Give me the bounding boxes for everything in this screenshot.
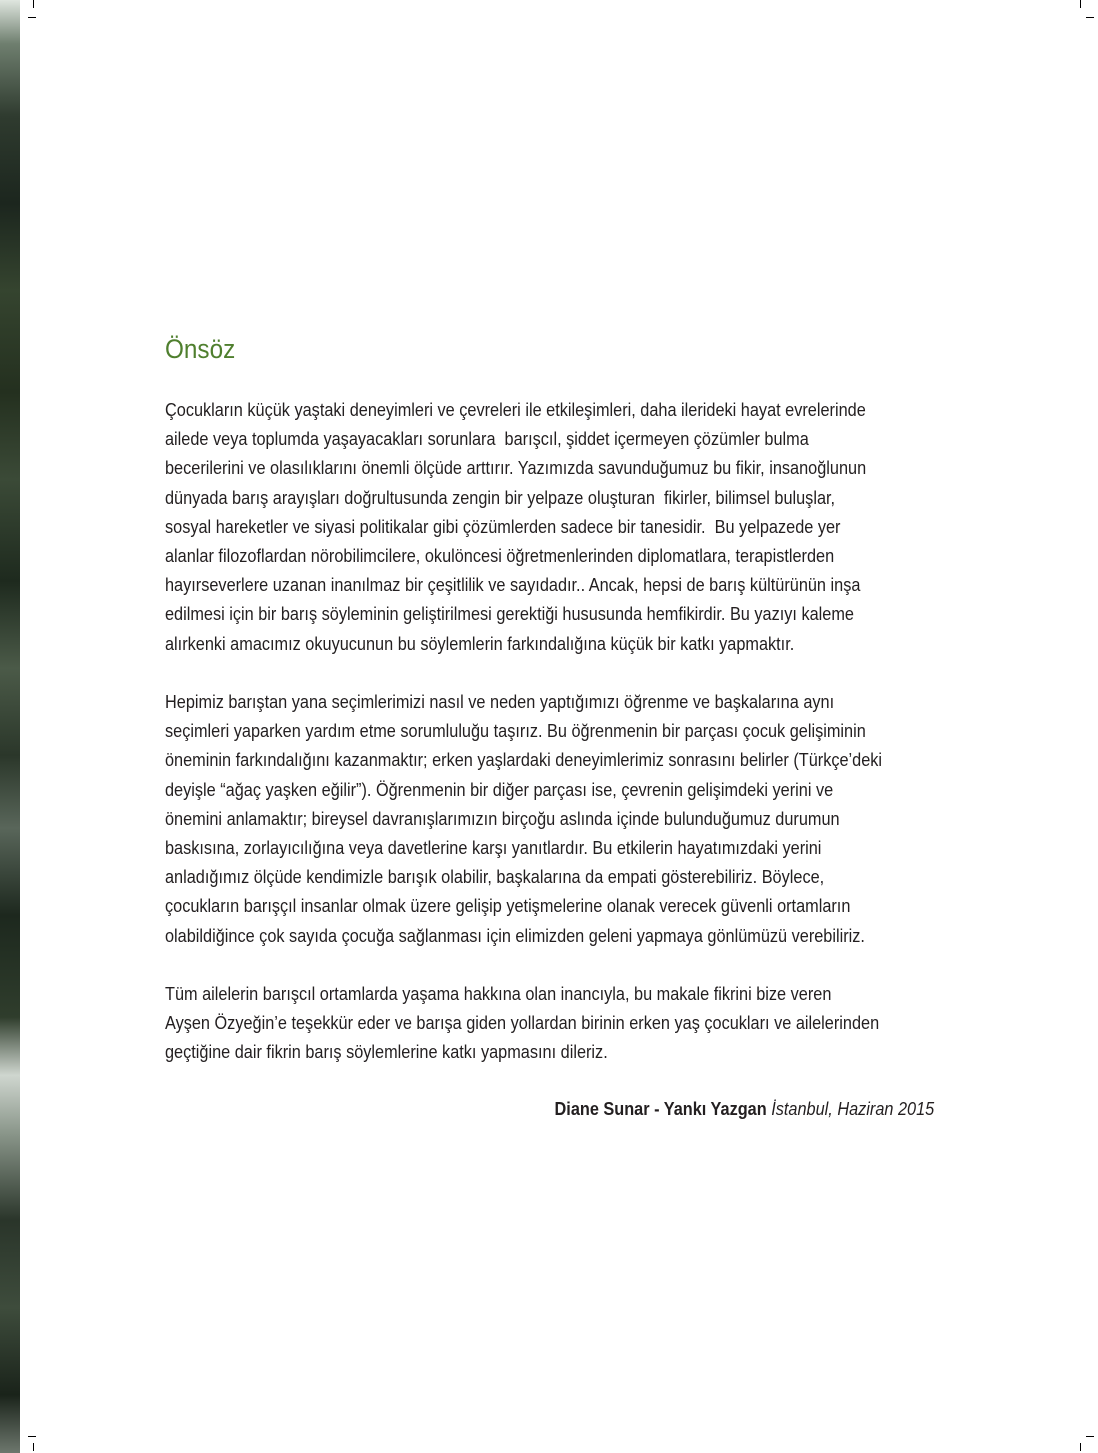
- paragraph-line: Çocukların küçük yaştaki deneyimleri ve çevreleri ile etkileşimleri, daha ilerideki hayat evrelerinde: [165, 400, 866, 420]
- crop-mark-bottom-left: [28, 1436, 36, 1437]
- paragraph-line: dünyada barış arayışları doğrultusunda zengin bir yelpaze oluşturan fikirler, bilimsel buluşlar,: [165, 487, 836, 508]
- paragraph-line: anladığımız ölçüde kendimizle barışık olabilir, başkalarına da empati gösterebiliriz. Böylece,: [165, 867, 825, 888]
- paragraph-line: Hepimiz barıştan yana seçimlerimizi nasıl ve neden yaptığımızı öğrenme ve başkalarına aynı: [165, 692, 835, 713]
- paragraph-2: [165, 688, 939, 951]
- paragraph-line: Tüm ailelerin barışcıl ortamlarda yaşama hakkına olan inancıyla, bu makale fikrini bize veren: [165, 984, 832, 1005]
- paragraph-line: olabildiğince çok sayıda çocuğa sağlanması için elimizden geleni yapmaya gönlümüzü verebiliriz.: [165, 925, 865, 946]
- page-edge-photo: [0, 0, 20, 1453]
- paragraph-line: Ayşen Özyeğin’e teşekkür eder ve barışa giden yollardan birinin erken yaş çocukları ve ailelerinden: [165, 1013, 880, 1034]
- paragraph-line: becerilerini ve olasılıklarını önemli ölçüde arttırır. Yazımızda savunduğumuz bu fikir, insanoğlunun: [165, 458, 867, 479]
- paragraph-3: [165, 980, 939, 1068]
- paragraph-line: edilmesi için bir barış söyleminin geliştirilmesi gerektiği hususunda hemfikirdir. Bu yazıyı kaleme: [165, 604, 854, 625]
- signature: [165, 1095, 934, 1124]
- paragraph-line: sosyal hareketler ve siyasi politikalar gibi çözümlerden sadece bir tanesidir. Bu yelpazede yer: [165, 516, 841, 537]
- paragraph-line: ailede veya toplumda yaşayacakları sorunlara barışcıl, şiddet içermeyen çözümler bulma: [165, 429, 809, 450]
- paragraph-line: öneminin farkındalığını kazanmaktır; erken yaşlardaki deneyimlerimiz sonrasını belirler (Türkçe’deki: [165, 750, 883, 771]
- paragraph-line: seçimleri yaparken yardım etme sorumluluğu taşırız. Bu öğrenmenin bir parçası çocuk gelişiminin: [165, 721, 866, 742]
- paragraph-line: çocukların barışçıl insanlar olmak üzere gelişip yetişmelerine olanak verecek güvenli ortamların: [165, 896, 851, 917]
- paragraph-line: alanlar filozoflardan nörobilimcilere, okulöncesi öğretmenlerinden diplomatlara, terapistlerden: [165, 546, 835, 567]
- signature-authors: Diane Sunar - Yankı Yazgan: [554, 1099, 767, 1119]
- crop-mark-top-right: [1086, 17, 1094, 18]
- crop-mark-top-left: [28, 17, 36, 18]
- preface-body: [165, 396, 939, 1097]
- page-heading: Önsöz: [165, 334, 236, 364]
- paragraph-line: önemini anlamaktır; bireysel davranışlarımızın birçoğu aslında içinde bulunduğumuz durumun: [165, 808, 840, 829]
- paragraph-1: [165, 396, 939, 659]
- crop-mark-bottom-right-vertical: [1080, 1443, 1081, 1451]
- paragraph-line: deyişle “ağaç yaşken eğilir”). Öğrenmenin bir diğer parçası ise, çevrenin gelişimdeki yerini ve: [165, 779, 834, 800]
- crop-mark-bottom-left-vertical: [33, 1443, 34, 1451]
- crop-mark-top-left-vertical: [33, 0, 34, 8]
- signature-place-date: İstanbul, Haziran 2015: [771, 1099, 935, 1119]
- paragraph-line: alırkenki amacımız okuyucunun bu söylemlerin farkındalığına küçük bir katkı yapmaktır.: [165, 633, 795, 654]
- paragraph-line: baskısına, zorlayıcılığına veya davetlerine karşı yanıtlardır. Bu etkilerin hayatımızdaki yerini: [165, 838, 822, 859]
- crop-mark-top-right-vertical: [1080, 0, 1081, 8]
- paragraph-line: geçtiğine dair fikrin barış söylemlerine katkı yapmasını dileriz.: [165, 1042, 608, 1063]
- paragraph-line: hayırseverlere uzanan inanılmaz bir çeşitlilik ve sayıdadır.. Ancak, hepsi de barış kültürünün inşa: [165, 575, 861, 596]
- crop-mark-bottom-right: [1086, 1436, 1094, 1437]
